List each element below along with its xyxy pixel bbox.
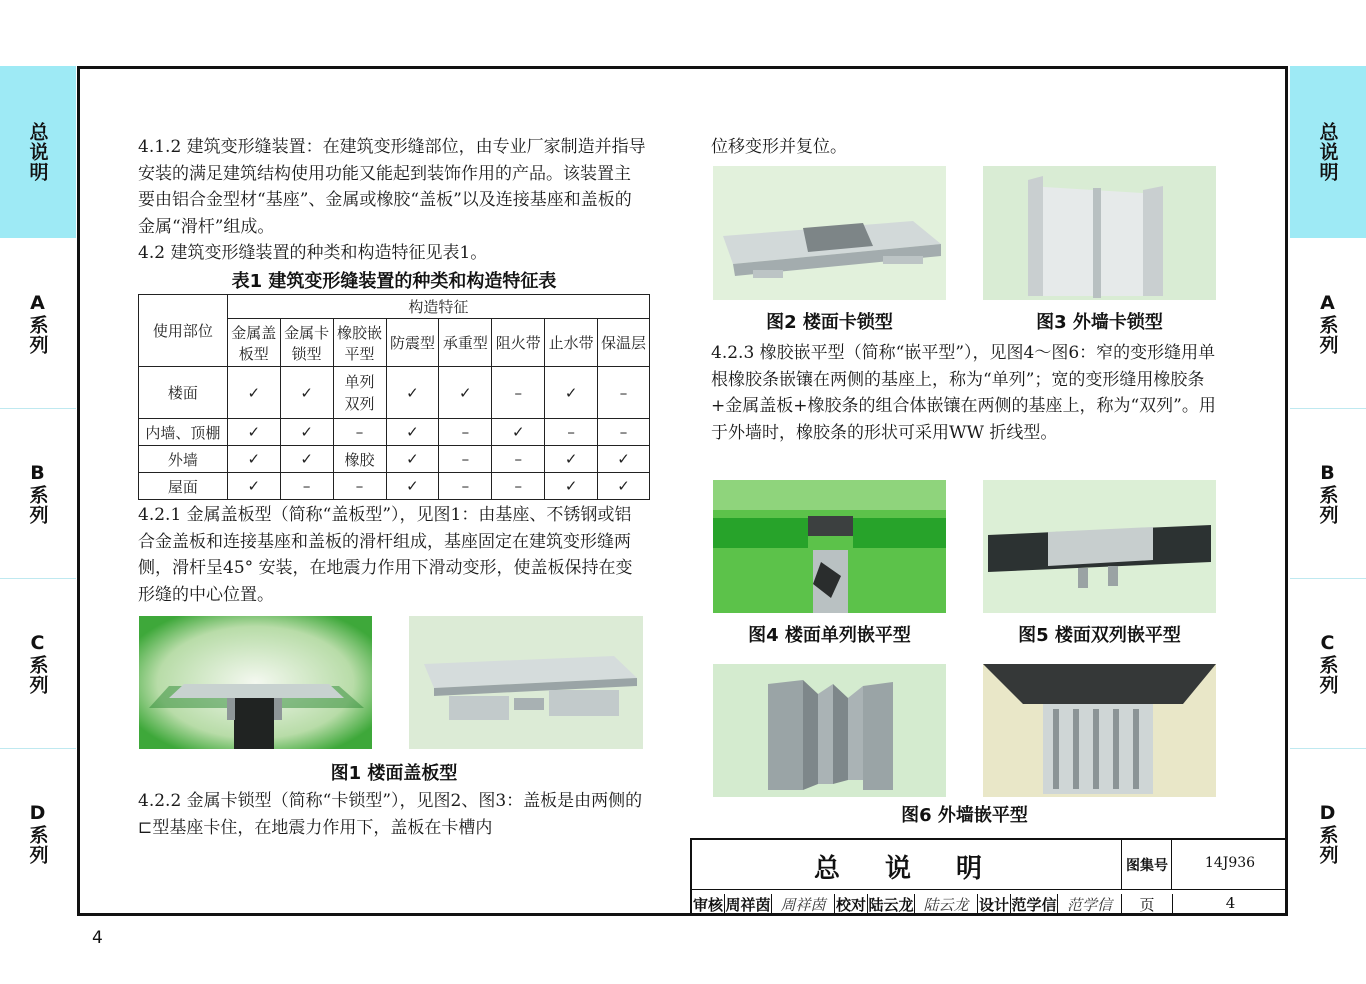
tab-divider [1290, 408, 1366, 409]
table-cell: ✓ [227, 367, 280, 419]
side-tab-label: D系列 [1316, 801, 1339, 865]
table-cell: ✓ [280, 446, 333, 473]
table-col-header: 橡胶嵌平型 [333, 319, 386, 367]
para-4-1-2: 4.1.2 建筑变形缝装置：在建筑变形缝部位，由专业厂家制造并指导安装的满足建筑结构使用功能又能起到装饰作用的产品。该装置主要由铝合金型材“基座”、金属或橡胶“盖板”以及连接基座和盖板的金属“滑杆”组成。 [138, 137, 646, 237]
table-cell: ✓ [492, 419, 545, 446]
table-header-group: 构造特征 [227, 295, 649, 319]
tab-divider [1290, 748, 1366, 749]
table-row-name: 屋面 [139, 473, 228, 500]
side-tab-c-right[interactable] [1290, 578, 1366, 748]
table-cell: ✓ [280, 419, 333, 446]
para-continued: 位移变形并复位。 [711, 137, 847, 157]
table-header-use: 使用部位 [139, 295, 228, 367]
tab-divider [0, 408, 76, 409]
table-cell: ✓ [280, 367, 333, 419]
side-tab-c[interactable] [0, 578, 76, 748]
table-cell: ✓ [386, 419, 439, 446]
table-cell: ✓ [227, 419, 280, 446]
design-label: 设计 [978, 896, 1009, 914]
review-label: 审核 [692, 896, 723, 914]
table-row [139, 446, 650, 473]
table-col-header: 保温层 [598, 319, 650, 367]
fig1-caption: 图1 楼面盖板型 [330, 763, 458, 784]
side-tab-label: A系列 [1316, 291, 1339, 355]
spec-table [138, 294, 650, 500]
side-tab-d[interactable] [0, 748, 76, 918]
fig6-right-image [983, 664, 1216, 797]
table-cell: ✓ [598, 446, 650, 473]
page-no: 4 [1225, 894, 1236, 912]
table-cell: – [439, 419, 492, 446]
table-cell: – [598, 367, 650, 419]
table-cell: – [492, 367, 545, 419]
signature-row [692, 890, 1288, 916]
para-4-2: 4.2 建筑变形缝装置的种类和构造特征见表1。 [138, 243, 488, 263]
table-cell: – [598, 419, 650, 446]
tab-divider [1290, 578, 1366, 579]
fig6-caption: 图6 外墙嵌平型 [901, 805, 1028, 826]
table-cell: 橡胶 [333, 446, 386, 473]
tab-divider [0, 748, 76, 749]
table-col-header: 止水带 [545, 319, 598, 367]
table-row [139, 419, 650, 446]
fig5-caption: 图5 楼面双列嵌平型 [1018, 625, 1181, 646]
fig6-left-image [713, 664, 946, 797]
table-cell: – [545, 419, 598, 446]
table-cell: ✓ [227, 446, 280, 473]
table-cell: ✓ [439, 367, 492, 419]
table-cell: – [333, 419, 386, 446]
side-tab-general-right[interactable] [1290, 66, 1366, 238]
fig1-left-image [139, 616, 372, 749]
table-col-header: 金属盖板型 [227, 319, 280, 367]
title-block [690, 838, 1288, 916]
check-signature: 陆云龙 [915, 894, 978, 916]
side-tab-label: D系列 [26, 801, 49, 865]
table-col-header: 阻火带 [492, 319, 545, 367]
design-name: 范学信 [1011, 896, 1057, 914]
table-cell: – [439, 446, 492, 473]
side-tab-b-right[interactable] [1290, 408, 1366, 578]
atlas-label-cell [1122, 840, 1172, 890]
table-cell: – [280, 473, 333, 500]
table-cell: ✓ [598, 473, 650, 500]
side-tab-label: C系列 [26, 631, 49, 695]
table-row-name: 楼面 [139, 367, 228, 419]
page-number: 4 [92, 928, 103, 948]
side-tab-label: 总说明 [1316, 122, 1339, 182]
fig5-image [983, 480, 1216, 613]
atlas-no: 14J936 [1204, 855, 1256, 871]
table-cell: – [333, 473, 386, 500]
fig3-caption: 图3 外墙卡锁型 [1036, 312, 1163, 333]
side-tab-label: B系列 [26, 461, 49, 525]
table-cell: – [439, 473, 492, 500]
side-tab-a[interactable] [0, 238, 76, 408]
fig4-caption: 图4 楼面单列嵌平型 [748, 625, 911, 646]
side-tab-label: B系列 [1316, 461, 1339, 525]
table-col-header: 金属卡锁型 [280, 319, 333, 367]
title-cell [692, 840, 1122, 890]
para-4-2-2: 4.2.2 金属卡锁型（简称“卡锁型”），见图2、图3：盖板是由两侧的⊏型基座卡住，在地震力作用下，盖板在卡槽内 [138, 791, 643, 838]
table-cell: – [492, 473, 545, 500]
side-tab-b[interactable] [0, 408, 76, 578]
table-row-name: 外墙 [139, 446, 228, 473]
design-signature: 范学信 [1058, 894, 1122, 916]
table-cell: ✓ [386, 446, 439, 473]
para-4-2-1: 4.2.1 金属盖板型（简称“盖板型”），见图1：由基座、不锈钢或铝合金盖板和连接基座和盖板的滑杆组成，基座固定在建筑变形缝两侧，滑杆呈45° 安装，在地震力作用下滑动变形，使盖板保持在变形缝的中心位置。 [138, 505, 633, 605]
table-title: 表1 建筑变形缝装置的种类和构造特征表 [231, 271, 557, 292]
page-label: 页 [1122, 894, 1173, 916]
fig2-image [713, 166, 946, 300]
sheet-title: 总 说 明 [813, 854, 1001, 884]
fig2-caption: 图2 楼面卡锁型 [766, 312, 893, 333]
side-tab-d-right[interactable] [1290, 748, 1366, 918]
check-label: 校对 [835, 896, 866, 914]
side-tab-label: 总说明 [26, 122, 49, 182]
check-name: 陆云龙 [868, 896, 914, 914]
table-row [139, 473, 650, 500]
table-col-header: 防震型 [386, 319, 439, 367]
para-4-2-3: 4.2.3 橡胶嵌平型（简称“嵌平型”），见图4～图6：窄的变形缝用单根橡胶条嵌镶在两侧的基座上，称为“单列”；宽的变形缝用橡胶条+金属盖板+橡胶条的组合体嵌镶在两侧的基座上，称为“双列”。用于外墙时，橡胶条的形状可采用WW 折线型。 [711, 343, 1216, 443]
table-cell: 单列 双列 [333, 367, 386, 419]
table-cell: ✓ [227, 473, 280, 500]
review-signature: 周祥茵 [772, 894, 835, 916]
fig1-right-image [409, 616, 643, 749]
atlas-label: 图集号 [1126, 858, 1168, 874]
table-cell: ✓ [545, 367, 598, 419]
table-cell: ✓ [386, 473, 439, 500]
side-tab-a-right[interactable] [1290, 238, 1366, 408]
table-cell: ✓ [545, 446, 598, 473]
tab-divider [0, 578, 76, 579]
table-cell: ✓ [545, 473, 598, 500]
table-cell: ✓ [386, 367, 439, 419]
fig4-image [713, 480, 946, 613]
side-tab-general[interactable] [0, 66, 76, 238]
side-tab-label: A系列 [26, 291, 49, 355]
review-name: 周祥茵 [725, 896, 771, 914]
table-row [139, 367, 650, 419]
side-tab-label: C系列 [1316, 631, 1339, 695]
table-row-name: 内墙、顶棚 [139, 419, 228, 446]
atlas-no-cell [1172, 840, 1288, 890]
table-cell: – [492, 446, 545, 473]
table-col-header: 承重型 [439, 319, 492, 367]
fig3-image [983, 166, 1216, 300]
